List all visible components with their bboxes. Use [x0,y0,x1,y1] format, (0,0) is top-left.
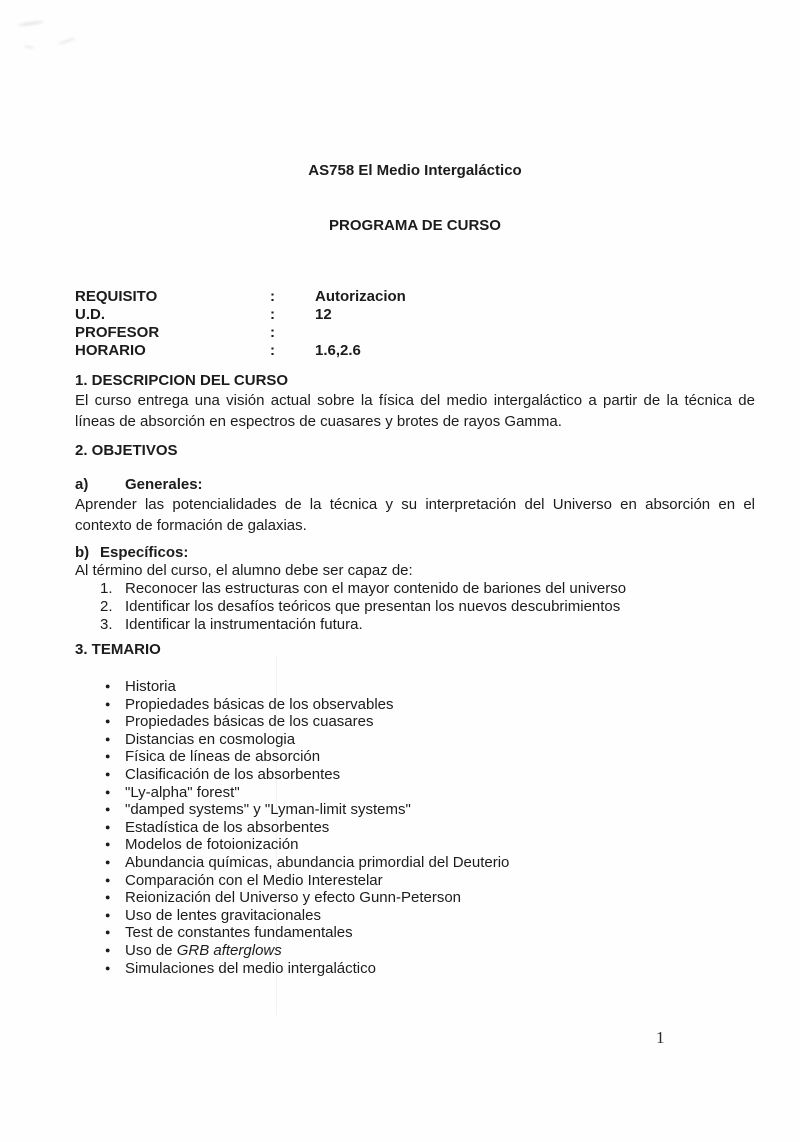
item-text: Propiedades básicas de los cuasares [125,713,374,731]
list-item [75,784,755,802]
item-text: Identificar la instrumentación futura. [125,616,363,633]
item-text: Comparación con el Medio Interestelar [125,871,383,889]
especificos-intro: Al término del curso, el alumno debe ser capaz de: [75,562,413,579]
document-subtitle: PROGRAMA DE CURSO [329,217,501,234]
item-text-italic: GRB afterglows [176,941,282,959]
field-separator: : [270,342,275,359]
bullet-icon: ● [105,839,111,850]
bullet-icon: ● [105,733,111,744]
field-label: REQUISITO [75,288,158,305]
item-text: Modelos de fotoionización [125,836,299,854]
item-number: 2. [100,598,113,615]
list-item [75,598,755,616]
item-text: "Ly-alpha" forest" [125,783,240,801]
scan-fold-line [276,655,277,1015]
section-heading-descripcion: 1. DESCRIPCION DEL CURSO [75,372,289,389]
item-text: Uso de [125,941,177,959]
generales-paragraph: Aprender las potencialidades de la técnica y su interpretación del Universo en absorción en el contexto de formación de galaxias. [75,496,755,534]
item-number: 1. [100,580,113,597]
page-number: 1 [656,1028,665,1047]
temario-list [75,678,755,977]
item-text: Identificar los desafíos teóricos que presentan los nuevos descubrimientos [125,598,621,615]
bullet-icon: ● [105,944,111,955]
list-item [75,872,755,890]
list-item [75,960,755,978]
field-row-horario [75,342,755,360]
item-text: Propiedades básicas de los observables [125,695,394,713]
especificos-list [75,580,755,634]
item-text: Estadística de los absorbentes [125,818,330,836]
bullet-icon: ● [105,909,111,920]
list-item [75,696,755,714]
field-separator: : [270,288,275,305]
bullet-icon: ● [105,751,111,762]
field-value [315,324,755,342]
document-title: AS758 El Medio Intergaláctico [308,162,522,179]
item-text: Reionización del Universo y efecto Gunn-Peterson [125,889,462,907]
item-text: Reconocer las estructuras con el mayor contenido de bariones del universo [125,580,627,597]
bullet-icon: ● [105,821,111,832]
item-number: 3. [100,616,113,633]
bullet-icon: ● [105,681,111,691]
list-item [75,907,755,925]
field-row-profesor [75,324,755,342]
item-text: Física de líneas de absorción [125,748,321,766]
list-item [75,766,755,784]
section-heading-objetivos: 2. OBJETIVOS [75,442,178,459]
course-info-fields [75,288,755,360]
list-item [75,731,755,749]
list-item [75,854,755,872]
list-item [75,819,755,837]
generales-letter: a) [75,476,89,493]
item-text: Distancias en cosmologia [125,730,296,748]
bullet-icon: ● [105,716,111,727]
list-item [75,616,755,634]
field-row-requisito [75,288,755,306]
field-row-ud [75,306,755,324]
bullet-icon: ● [105,804,111,815]
list-item [75,678,755,696]
list-item [75,580,755,598]
descripcion-paragraph: El curso entrega una visión actual sobre la física del medio intergaláctico a partir de la técnica de líneas de absorción en espectros de cuasares y brotes de rayos Gamma. [75,392,755,430]
list-item [75,924,755,942]
item-text: Clasificación de los absorbentes [125,765,341,783]
bullet-icon: ● [105,698,111,709]
list-item [75,801,755,819]
item-text: "damped systems" y "Lyman-limit systems" [125,801,411,819]
item-text: Test de constantes fundamentales [125,924,353,942]
section-heading-temario: 3. TEMARIO [75,641,161,658]
field-separator: : [270,324,275,341]
especificos-title: Específicos: [100,544,189,561]
field-label: U.D. [75,306,105,323]
field-value: 12 [315,306,332,323]
bullet-icon: ● [105,786,111,797]
bullet-icon: ● [105,927,111,938]
generales-label [75,476,755,494]
list-item [75,836,755,854]
item-text: Abundancia químicas, abundancia primordial del Deuterio [125,853,510,871]
list-item [75,748,755,766]
bullet-icon: ● [105,856,111,867]
list-item [75,713,755,731]
item-text: Historia [125,678,176,695]
bullet-icon: ● [105,962,111,973]
generales-title: Generales: [125,476,203,493]
bullet-icon: ● [105,768,111,779]
list-item [75,942,755,960]
item-text: Uso de lentes gravitacionales [125,906,321,924]
especificos-label [75,544,755,562]
field-value: Autorizacion [315,288,406,305]
field-separator: : [270,306,275,323]
field-value: 1.6,2.6 [315,342,361,359]
field-label: PROFESOR [75,324,160,341]
list-item [75,889,755,907]
item-text: Simulaciones del medio intergaláctico [125,959,376,977]
bullet-icon: ● [105,874,111,885]
bullet-icon: ● [105,892,111,903]
especificos-letter: b) [75,544,90,561]
field-label: HORARIO [75,342,146,359]
